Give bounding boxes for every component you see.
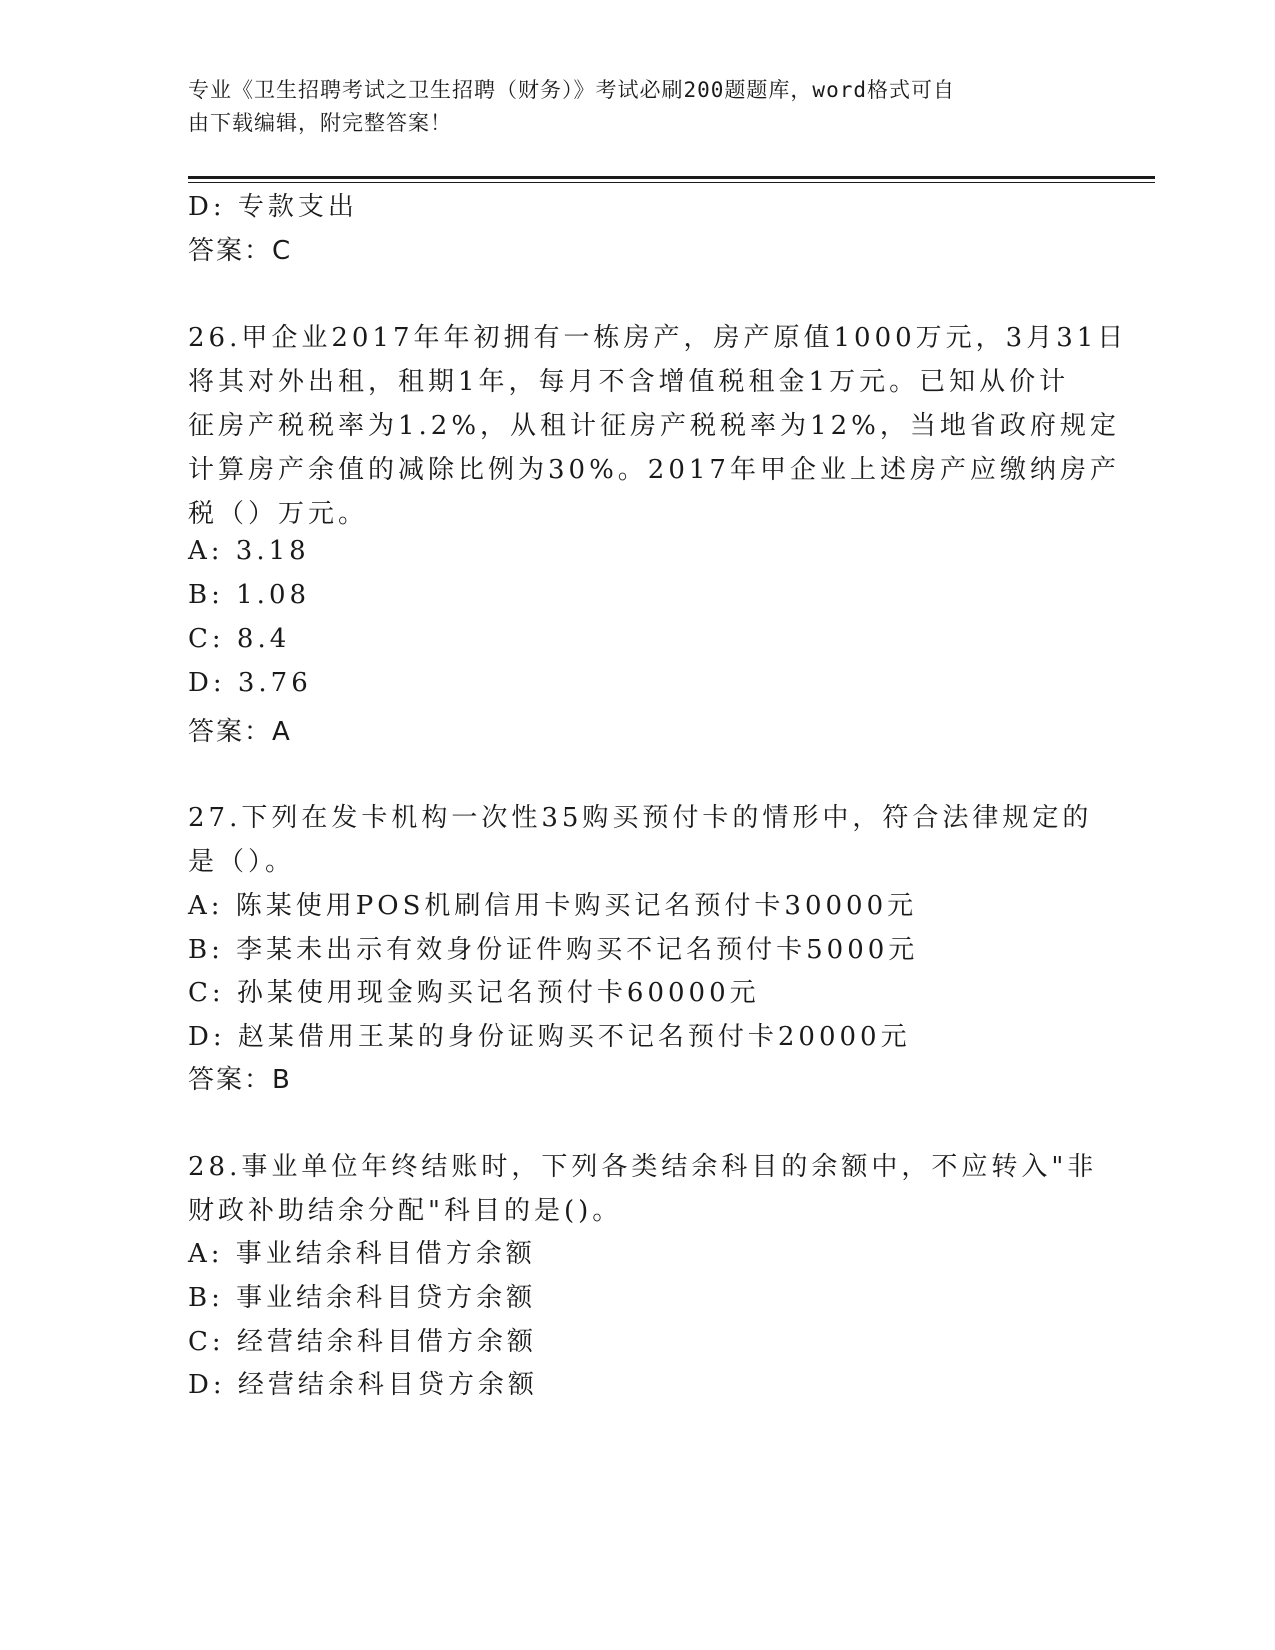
q27-option-b: B: 李某未出示有效身份证件购买不记名预付卡5000元 bbox=[188, 935, 919, 965]
q28-option-d: D: 经营结余科目贷方余额 bbox=[188, 1370, 538, 1400]
q26-answer: 答案：A bbox=[188, 717, 292, 747]
q27-option-a: A: 陈某使用POS机刷信用卡购买记名预付卡30000元 bbox=[188, 891, 918, 921]
q25-option-d: D: 专款支出 bbox=[188, 192, 358, 222]
q26-option-a: A: 3.18 bbox=[188, 536, 310, 566]
question-27-line: 是（）。 bbox=[188, 847, 296, 877]
q28-option-a: A: 事业结余科目借方余额 bbox=[188, 1239, 536, 1269]
q28-option-c: C: 经营结余科目借方余额 bbox=[188, 1327, 537, 1357]
question-28-line: 财政补助结余分配"科目的是()。 bbox=[188, 1196, 623, 1226]
header-divider-thick bbox=[188, 176, 1155, 179]
q26-option-c: C: 8.4 bbox=[188, 624, 291, 654]
question-26-line: 26.甲企业2017年年初拥有一栋房产，房产原值1000万元，3月31日 bbox=[188, 323, 1128, 353]
question-27-line: 27.下列在发卡机构一次性35购买预付卡的情形中，符合法律规定的 bbox=[188, 803, 1093, 833]
question-26-line: 征房产税税率为1.2%，从租计征房产税税率为12%，当地省政府规定 bbox=[188, 411, 1120, 441]
q27-answer: 答案：B bbox=[188, 1065, 292, 1095]
question-26-line: 计算房产余值的减除比例为30%。2017年甲企业上述房产应缴纳房产 bbox=[188, 455, 1120, 485]
q26-option-d: D: 3.76 bbox=[188, 668, 312, 698]
question-28-line: 28.事业单位年终结账时，下列各类结余科目的余额中，不应转入"非 bbox=[188, 1152, 1098, 1182]
q25-answer: 答案：C bbox=[188, 236, 293, 266]
header-line-2: 由下载编辑，附完整答案！ bbox=[188, 111, 452, 135]
question-26-line: 将其对外出租，租期1年，每月不含增值税租金1万元。已知从价计 bbox=[188, 367, 1070, 397]
q28-option-b: B: 事业结余科目贷方余额 bbox=[188, 1283, 537, 1313]
q27-option-d: D: 赵某借用王某的身份证购买不记名预付卡20000元 bbox=[188, 1022, 911, 1052]
q26-option-b: B: 1.08 bbox=[188, 580, 311, 610]
q27-option-c: C: 孙某使用现金购买记名预付卡60000元 bbox=[188, 978, 760, 1008]
question-26-line: 税（）万元。 bbox=[188, 499, 369, 529]
document-header bbox=[188, 74, 1068, 140]
header-divider-thin bbox=[188, 182, 1155, 183]
header-line-1: 专业《卫生招聘考试之卫生招聘（财务）》考试必刷200题题库，word格式可自 bbox=[188, 78, 955, 102]
